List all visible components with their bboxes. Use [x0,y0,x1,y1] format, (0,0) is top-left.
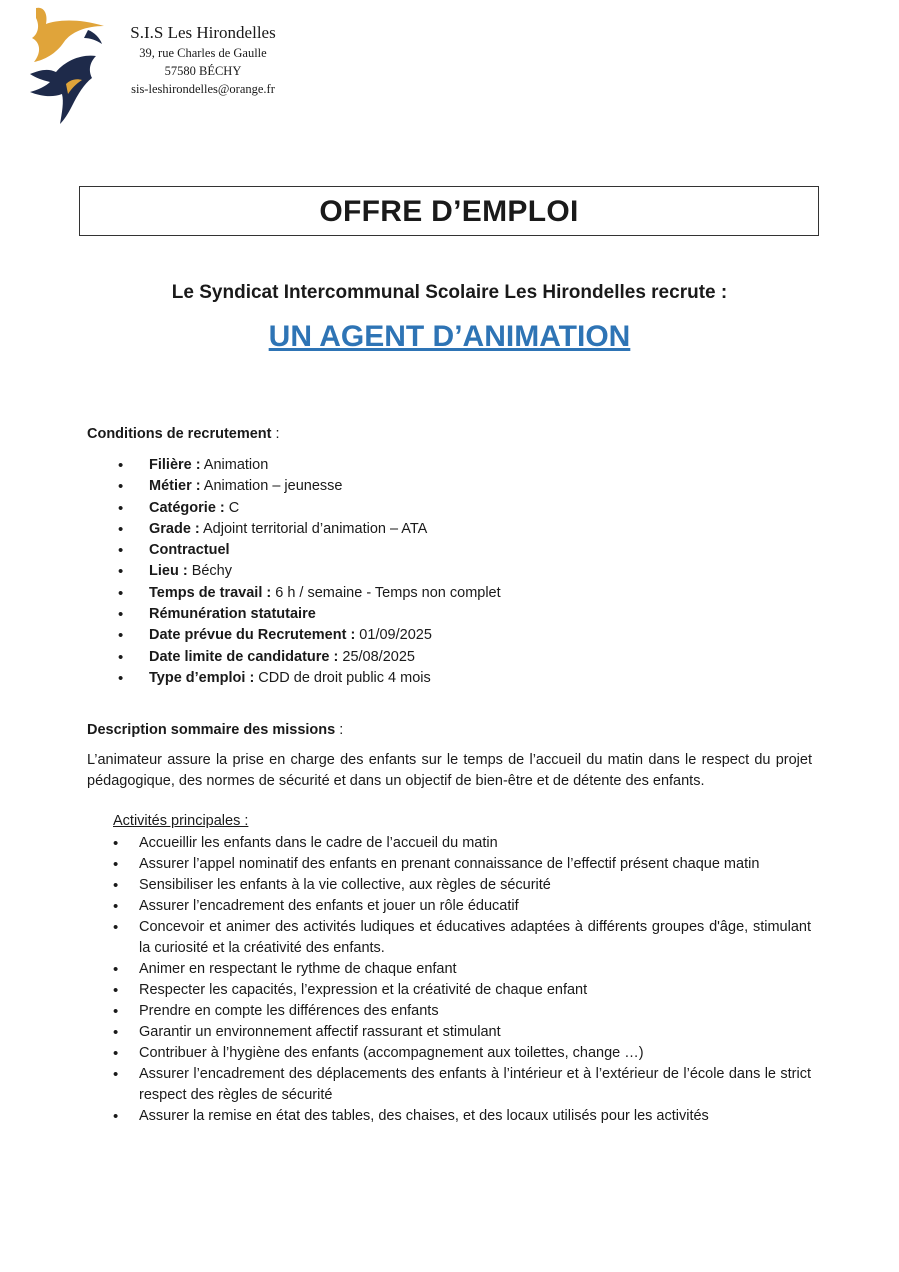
activity-item: • Assurer l’encadrement des enfants et jouer un rôle éducatif [113,896,811,917]
condition-value: 25/08/2025 [338,648,415,665]
condition-item [118,625,501,646]
missions-heading [87,722,343,738]
conditions-heading-suffix: : [271,426,280,442]
condition-label: Catégorie : [149,499,225,516]
activity-item: • Assurer l’encadrement des déplacements des enfants à l’intérieur et à l’extérieur de l’école dans le strict respect des règles de sécurité [113,1064,811,1106]
condition-label: Métier : [149,478,201,495]
conditions-heading-label: Conditions de recrutement [87,426,272,442]
conditions-list [118,455,501,689]
intro-text: Le Syndicat Intercommunal Scolaire Les Hirondelles recrute : [171,282,728,303]
condition-item [118,647,501,668]
condition-value: Adjoint territorial d’animation – ATA [199,520,428,537]
conditions-heading [87,426,280,442]
condition-label: Temps de travail : [149,584,272,601]
condition-item [118,561,501,582]
condition-value: Animation [200,457,269,473]
organization-address: 39, rue Charles de Gaulle [139,46,267,60]
swallows-logo-icon [26,4,108,124]
organization-name: S.I.S Les Hirondelles [130,23,276,42]
condition-item [118,498,501,519]
missions-heading-suffix: : [335,722,344,738]
condition-item [118,540,501,561]
organization-email: sis-leshirondelles@orange.fr [131,82,275,96]
condition-value: 6 h / semaine - Temps non complet [271,584,501,601]
activity-item: • Accueillir les enfants dans le cadre de l’accueil du matin [113,833,811,854]
missions-heading-label: Description sommaire des missions [87,722,336,738]
activities-title: Activités principales : [113,813,249,829]
activity-item: • Animer en respectant le rythme de chaque enfant [113,959,811,980]
condition-label: Contractuel [149,542,230,559]
condition-value: C [224,499,240,516]
organization-city: 57580 BÉCHY [164,64,242,78]
activity-item: • Respecter les capacités, l’expression et la créativité de chaque enfant [113,980,811,1001]
condition-label: Filière : [149,457,201,473]
organization-header [108,22,298,98]
condition-item [118,455,501,476]
condition-label: Type d’emploi : [149,669,255,686]
condition-item [118,668,501,689]
condition-item [118,519,501,540]
activity-item: • Prendre en compte les différences des enfants [113,1001,811,1022]
condition-item [118,583,501,604]
condition-value: Béchy [187,563,233,580]
condition-label: Date limite de candidature : [149,648,339,665]
activity-item: • Contribuer à l’hygiène des enfants (accompagnement aux toilettes, change …) [113,1043,811,1064]
condition-label: Grade : [149,520,200,537]
condition-label: Date prévue du Recrutement : [149,627,356,644]
activity-item: • Assurer la remise en état des tables, des chaises, et des locaux utilisés pour les activités [113,1106,811,1127]
condition-value: CDD de droit public 4 mois [254,669,431,686]
condition-label: Lieu : [149,563,188,580]
condition-item [118,476,501,497]
activity-item: • Sensibiliser les enfants à la vie collective, aux règles de sécurité [113,875,811,896]
title-box [79,186,819,236]
missions-description: L’animateur assure la prise en charge des enfants sur le temps de l’accueil du matin dans le respect du projet pédagogique, des normes de sécurité et dans un objectif de bien-être et de détente des enfants. [87,752,812,789]
job-title: UN AGENT D’ANIMATION [268,320,631,353]
condition-item [118,604,501,625]
condition-label: Rémunération statutaire [149,606,316,623]
activity-item: • Garantir un environnement affectif rassurant et stimulant [113,1022,811,1043]
condition-value: 01/09/2025 [355,627,432,644]
activity-item: • Assurer l’appel nominatif des enfants en prenant connaissance de l’effectif présent chaque matin [113,854,811,875]
condition-value: Animation – jeunesse [200,478,343,495]
activities-list [113,833,811,1127]
page-title: OFFRE D’EMPLOI [319,195,579,228]
activity-item: • Concevoir et animer des activités ludiques et éducatives adaptées à différents groupes d'âge, stimulant la curiosité et la créativité des enfants. [113,917,811,959]
